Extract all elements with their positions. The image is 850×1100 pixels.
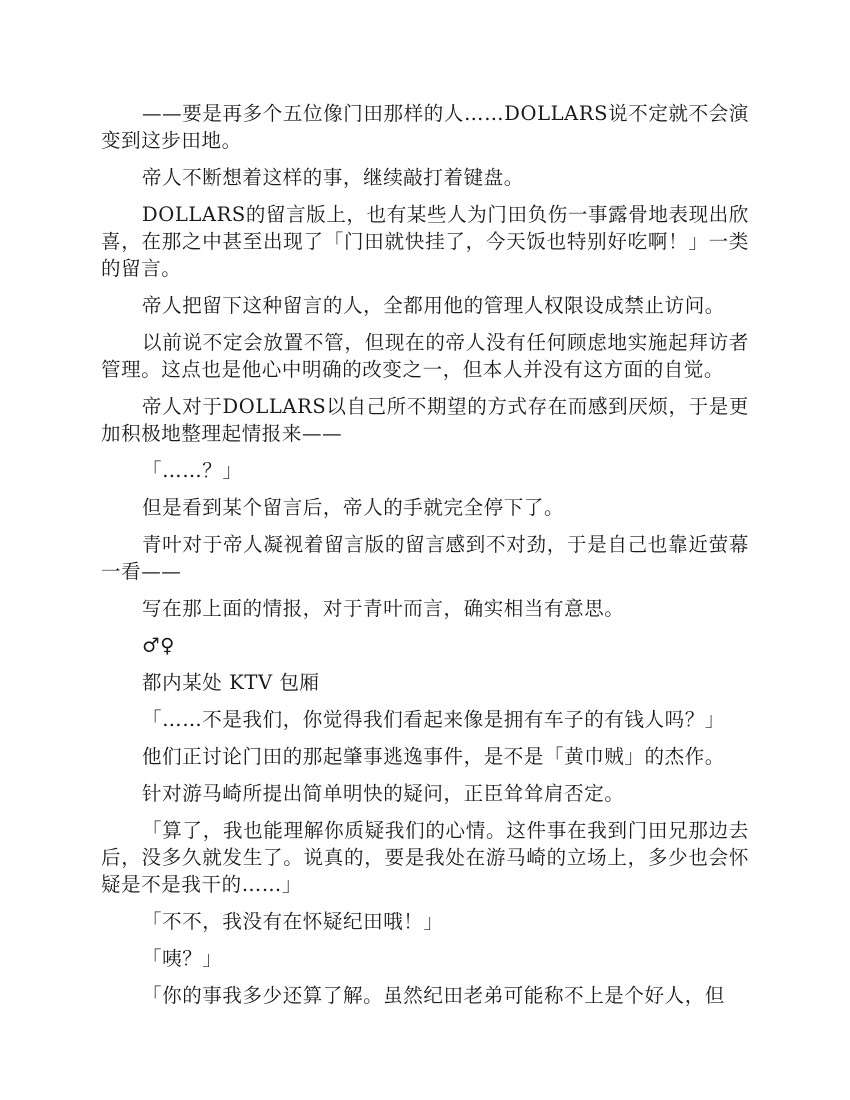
paragraph: 「咦？」 [142, 947, 223, 970]
paragraph: 以前说不定会放置不管，但现在的帝人没有任何顾虑地实施起拜访者管理。这点也是他心中明确的改变之一，但本人并没有这方面的自觉。 [101, 331, 749, 381]
paragraph: ——要是再多个五位像门田那样的人……DOLLARS说不定就不会演变到这步田地。 [101, 102, 749, 152]
paragraph: 针对游马崎所提出简单明快的疑问，正臣耸耸肩否定。 [142, 782, 625, 805]
paragraph: 「你的事我多少还算了解。虽然纪田老弟可能称不上是个好人，但 [142, 984, 725, 1007]
paragraph: DOLLARS的留言版上，也有某些人为门田负伤一事露骨地表现出欣喜，在那之中甚至出现了「门田就快挂了，今天饭也特别好吃啊！」一类的留言。 [101, 203, 749, 280]
paragraph: 但是看到某个留言后，帝人的手就完全停下了。 [142, 496, 565, 519]
paragraph: 帝人对于DOLLARS以自己所不期望的方式存在而感到厌烦，于是更加积极地整理起情报来—— [101, 395, 749, 445]
paragraph: 帝人不断想着这样的事，继续敲打着键盘。 [142, 166, 524, 189]
scene-location-heading: 都内某处 KTV 包厢 [142, 671, 320, 694]
paragraph: 青叶对于帝人凝视着留言版的留言感到不对劲，于是自己也靠近萤幕一看—— [101, 533, 749, 583]
paragraph: 「……不是我们，你觉得我们看起来像是拥有车子的有钱人吗？」 [142, 708, 725, 731]
paragraph: 「……？」 [142, 459, 243, 482]
paragraph: 「不不，我没有在怀疑纪田哦！」 [142, 910, 444, 933]
paragraph: 帝人把留下这种留言的人，全都用他的管理人权限设成禁止访问。 [142, 294, 725, 317]
paragraph: 「算了，我也能理解你质疑我们的心情。这件事在我到门田兄那边去后，没多久就发生了。说真的，要是我处在游马崎的立场上，多少也会怀疑是不是我干的……」 [101, 819, 749, 896]
paragraph: 写在那上面的情报，对于青叶而言，确实相当有意思。 [142, 597, 625, 620]
paragraph: 他们正讨论门田的那起肇事逃逸事件，是不是「黄巾贼」的杰作。 [142, 745, 725, 768]
scene-break-symbol: ♂♀ [142, 634, 175, 657]
document-page [101, 100, 749, 1019]
